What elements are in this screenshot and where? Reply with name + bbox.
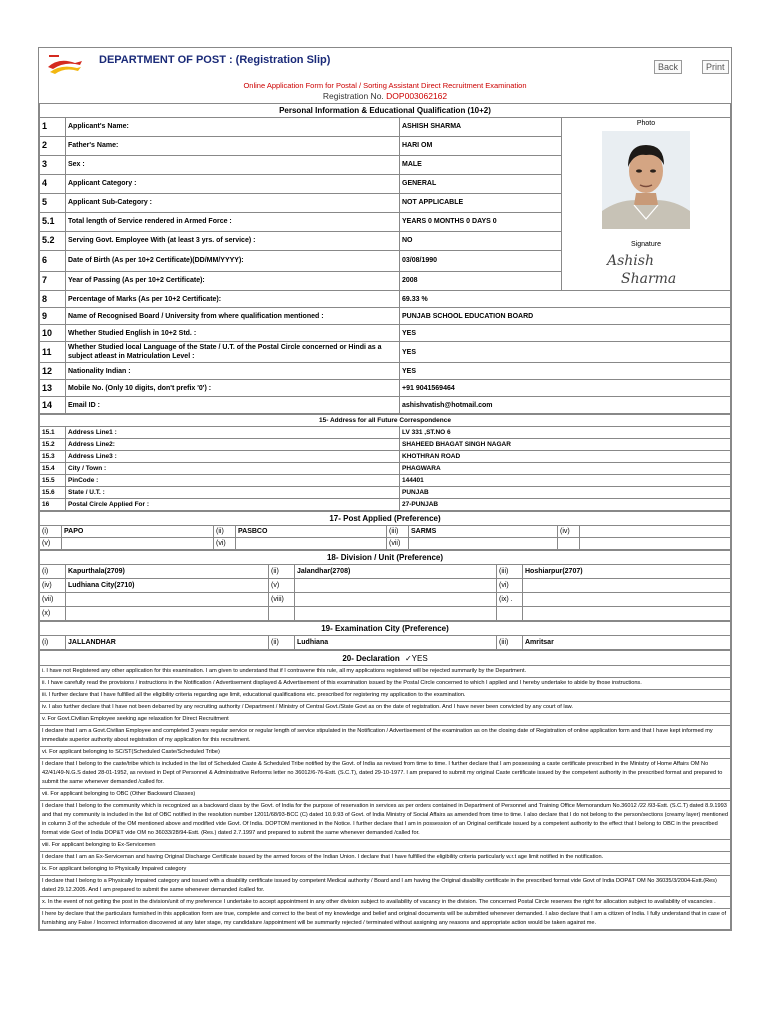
row-number: 16 bbox=[40, 499, 66, 511]
post-preference-row bbox=[40, 526, 731, 538]
personal-info-table bbox=[39, 103, 731, 414]
preference-value: Jalandhar(2708) bbox=[295, 565, 497, 579]
division-preference-row bbox=[40, 565, 731, 579]
preference-index bbox=[558, 538, 580, 550]
division-preference-heading: 18- Division / Unit (Preference) bbox=[40, 551, 731, 565]
preference-value: Kapurthala(2709) bbox=[66, 565, 269, 579]
row-number: 11 bbox=[40, 342, 66, 363]
address-row bbox=[40, 499, 731, 511]
field-label: Applicant Sub-Category : bbox=[66, 193, 400, 212]
preference-index: (vii) bbox=[387, 538, 409, 550]
preference-value bbox=[409, 538, 558, 550]
declaration-row bbox=[40, 864, 731, 876]
preference-index: (i) bbox=[40, 526, 62, 538]
declaration-text: I here by declare that the particulars furnished in this application form are true, complete and correct to the best of my knowledge and belief and original documents will be submitted whenever demanded. I also declare that I am a citizen of India. I fully understand that in case of furnishing any False / Incorrect information discovered at any later stage, my candidature /appointment will be summarily rejected / terminated without assigning any reasons and appropriate action would be taken against me. bbox=[40, 909, 731, 930]
preference-value bbox=[236, 538, 387, 550]
preference-index: (iv) bbox=[40, 579, 66, 593]
preference-index: (ix) . bbox=[497, 593, 523, 607]
field-value: YES bbox=[400, 363, 731, 380]
field-label: Whether Studied English in 10+2 Std. : bbox=[66, 325, 400, 342]
declaration-answer: YES bbox=[411, 653, 428, 663]
division-preference-row bbox=[40, 607, 731, 621]
row-number: 7 bbox=[40, 271, 66, 290]
address-heading: 15- Address for all Future Correspondence bbox=[40, 415, 731, 427]
post-preference-heading: 17- Post Applied (Preference) bbox=[40, 512, 731, 526]
preference-value: PAPO bbox=[62, 526, 214, 538]
back-button[interactable]: Back bbox=[654, 60, 682, 74]
field-label: Date of Birth (As per 10+2 Certificate)(DD/MM/YYYY): bbox=[66, 250, 400, 271]
personal-row bbox=[40, 118, 731, 137]
preference-index: (ii) bbox=[269, 565, 295, 579]
field-value: 03/08/1990 bbox=[400, 250, 562, 271]
personal-row bbox=[40, 308, 731, 325]
declaration-text: vi. For applicant belonging to SC/ST(Scheduled Caste/Scheduled Tribe) bbox=[40, 747, 731, 759]
declaration-row bbox=[40, 789, 731, 801]
row-number: 5.1 bbox=[40, 212, 66, 231]
declaration-text: I declare that I am an Ex-Serviceman and having Original Discharge Certificate issued by the armed forces of the Indian Union. I declare that I have fulfilled the eligibility criteria particularly w.r.t age limit notified in the notification. bbox=[40, 852, 731, 864]
photo-label: Photo bbox=[636, 120, 656, 127]
declaration-row bbox=[40, 714, 731, 726]
preference-value bbox=[62, 538, 214, 550]
preference-value bbox=[523, 579, 731, 593]
preference-index: (iv) bbox=[558, 526, 580, 538]
row-number: 5 bbox=[40, 193, 66, 212]
declaration-text: v. For Govt.Civilian Employee seeking age relaxation for Direct Recruitment bbox=[40, 714, 731, 726]
photo-signature-cell bbox=[562, 118, 731, 291]
field-value: 69.33 % bbox=[400, 291, 731, 308]
preference-value: PASBCO bbox=[236, 526, 387, 538]
row-number: 10 bbox=[40, 325, 66, 342]
print-button[interactable]: Print bbox=[702, 60, 729, 74]
field-label: PinCode : bbox=[66, 475, 400, 487]
declaration-row bbox=[40, 852, 731, 864]
field-value: 144401 bbox=[400, 475, 731, 487]
personal-row bbox=[40, 380, 731, 397]
declaration-text: i. I have not Registered any other application for this examination. I am given to understand that if I contravene this rule, all my applications registered will be rejected summarily by the Department. bbox=[40, 666, 731, 678]
address-row bbox=[40, 451, 731, 463]
preference-value bbox=[580, 538, 731, 550]
field-label: Email ID : bbox=[66, 397, 400, 414]
slip-header bbox=[39, 48, 731, 103]
preference-index: (iii) bbox=[497, 565, 523, 579]
declaration-row bbox=[40, 702, 731, 714]
exam-city-table bbox=[39, 621, 731, 650]
preference-value: Amritsar bbox=[523, 636, 731, 650]
row-number: 15.1 bbox=[40, 427, 66, 439]
personal-row bbox=[40, 397, 731, 414]
field-label: Father's Name: bbox=[66, 136, 400, 155]
preference-value bbox=[523, 607, 731, 621]
field-value: 2008 bbox=[400, 271, 562, 290]
address-table bbox=[39, 414, 731, 511]
declaration-text: ix. For applicant belonging to Physically Impaired category bbox=[40, 864, 731, 876]
applicant-signature bbox=[601, 249, 691, 287]
row-number: 4 bbox=[40, 174, 66, 193]
address-row bbox=[40, 475, 731, 487]
preference-value bbox=[66, 593, 269, 607]
field-label: State / U.T. : bbox=[66, 487, 400, 499]
field-label: Percentage of Marks (As per 10+2 Certificate): bbox=[66, 291, 400, 308]
field-value: LV 331 ,ST.NO 6 bbox=[400, 427, 731, 439]
row-number: 3 bbox=[40, 155, 66, 174]
field-value: ashishvatish@hotmail.com bbox=[400, 397, 731, 414]
form-subtitle: Online Application Form for Postal / Sorting Assistant Direct Recruitment Examination bbox=[243, 81, 527, 90]
field-label: City / Town : bbox=[66, 463, 400, 475]
preference-value bbox=[295, 579, 497, 593]
row-number: 1 bbox=[40, 118, 66, 137]
declaration-row bbox=[40, 909, 731, 930]
preference-index: (v) bbox=[40, 538, 62, 550]
preference-value: Ludhiana bbox=[295, 636, 497, 650]
declaration-row bbox=[40, 801, 731, 840]
field-value: YEARS 0 MONTHS 0 DAYS 0 bbox=[400, 212, 562, 231]
field-label: Total length of Service rendered in Armed Force : bbox=[66, 212, 400, 231]
declaration-row bbox=[40, 759, 731, 789]
preference-index: (ii) bbox=[214, 526, 236, 538]
personal-row bbox=[40, 342, 731, 363]
row-number: 8 bbox=[40, 291, 66, 308]
division-preference-table bbox=[39, 550, 731, 621]
declaration-text: ii. I have carefully read the provisions / instructions in the Notification / Advertisement displayed & Advertisement of this examination issued by the Postal Circle concerned to which I applied and I hereby undertake to abide by those instructions. bbox=[40, 678, 731, 690]
signature-line-1: Ashish bbox=[607, 253, 654, 269]
field-label: Applicant Category : bbox=[66, 174, 400, 193]
preference-index: (vi) bbox=[214, 538, 236, 550]
address-row bbox=[40, 427, 731, 439]
personal-row bbox=[40, 363, 731, 380]
field-label: Address Line2: bbox=[66, 439, 400, 451]
preference-index bbox=[269, 607, 295, 621]
field-label: Address Line3 : bbox=[66, 451, 400, 463]
preference-index: (ii) bbox=[269, 636, 295, 650]
address-row bbox=[40, 487, 731, 499]
field-label: Mobile No. (Only 10 digits, don't prefix '0') : bbox=[66, 380, 400, 397]
declaration-heading: 20- Declaration bbox=[342, 653, 400, 663]
field-label: Address Line1 : bbox=[66, 427, 400, 439]
field-value: 27-PUNJAB bbox=[400, 499, 731, 511]
field-value: MALE bbox=[400, 155, 562, 174]
row-number: 15.6 bbox=[40, 487, 66, 499]
row-number: 15.2 bbox=[40, 439, 66, 451]
signature-label: Signature bbox=[631, 241, 661, 248]
field-label: Name of Recognised Board / University from where qualification mentioned : bbox=[66, 308, 400, 325]
declaration-text: I declare that I belong to a Physically Impaired category and issued with a disability certificate issued by competent Medical authority / Board and I am having the Original disability certificate in the prescribed format vide Govt of India DOP&T OM No 36035/3/2004-Estt.(Res) dated 29.12.2005. And I am prepared to submit the same whenever demanded /called for. bbox=[40, 876, 731, 897]
preference-index: (vii) bbox=[40, 593, 66, 607]
india-post-logo bbox=[45, 53, 85, 79]
row-number: 9 bbox=[40, 308, 66, 325]
preference-value bbox=[580, 526, 731, 538]
preference-index: (vi) bbox=[497, 579, 523, 593]
preference-value bbox=[295, 593, 497, 607]
preference-value bbox=[523, 593, 731, 607]
row-number: 14 bbox=[40, 397, 66, 414]
registration-label: Registration No. bbox=[322, 91, 384, 101]
preference-index: (viii) bbox=[269, 593, 295, 607]
field-label: Serving Govt. Employee With (at least 3 yrs. of service) : bbox=[66, 231, 400, 250]
checkmark-icon: ✓ bbox=[404, 653, 412, 663]
address-row bbox=[40, 439, 731, 451]
division-preference-row bbox=[40, 593, 731, 607]
field-value: GENERAL bbox=[400, 174, 562, 193]
preference-value: Ludhiana City(2710) bbox=[66, 579, 269, 593]
preference-index: (iii) bbox=[497, 636, 523, 650]
preference-value bbox=[295, 607, 497, 621]
row-number: 15.4 bbox=[40, 463, 66, 475]
preference-index: (iii) bbox=[387, 526, 409, 538]
field-value: ASHISH SHARMA bbox=[400, 118, 562, 137]
field-value: PUNJAB SCHOOL EDUCATION BOARD bbox=[400, 308, 731, 325]
declaration-heading-cell bbox=[40, 651, 731, 666]
declaration-text: iv. I also further declare that I have not been debarred by any recruiting authority / Department / Ministry of Central Govt./State Govt as on the date of registration. And I have never been convicted by any court of law. bbox=[40, 702, 731, 714]
field-label: Sex : bbox=[66, 155, 400, 174]
declaration-row bbox=[40, 897, 731, 909]
post-preference-table bbox=[39, 511, 731, 550]
address-row bbox=[40, 463, 731, 475]
row-number: 13 bbox=[40, 380, 66, 397]
registration-value: DOP003062162 bbox=[386, 91, 448, 101]
declaration-row bbox=[40, 876, 731, 897]
field-value: NOT APPLICABLE bbox=[400, 193, 562, 212]
division-preference-row bbox=[40, 579, 731, 593]
field-value: +91 9041569464 bbox=[400, 380, 731, 397]
registration-number bbox=[39, 91, 731, 101]
field-value: KHOTHRAN ROAD bbox=[400, 451, 731, 463]
preference-value: SARMS bbox=[409, 526, 558, 538]
registration-slip bbox=[38, 47, 732, 931]
declaration-text: vii. For applicant belonging to OBC (Other Backward Classes) bbox=[40, 789, 731, 801]
post-preference-row bbox=[40, 538, 731, 550]
exam-city-heading: 19- Examination City (Preference) bbox=[40, 622, 731, 636]
preference-index: (i) bbox=[40, 636, 66, 650]
page-title: DEPARTMENT OF POST : (Registration Slip) bbox=[99, 54, 331, 66]
exam-city-row bbox=[40, 636, 731, 650]
preference-value bbox=[66, 607, 269, 621]
declaration-text: viii. For applicant belonging to Ex-Servicemen bbox=[40, 840, 731, 852]
row-number: 12 bbox=[40, 363, 66, 380]
preference-index: (x) bbox=[40, 607, 66, 621]
field-label: Postal Circle Applied For : bbox=[66, 499, 400, 511]
row-number: 6 bbox=[40, 250, 66, 271]
field-value: NO bbox=[400, 231, 562, 250]
field-label: Whether Studied local Language of the State / U.T. of the Postal Circle concerned or Hindi as a subject atleast in Matriculation Level : bbox=[66, 342, 400, 363]
field-value: YES bbox=[400, 325, 731, 342]
declaration-row bbox=[40, 666, 731, 678]
field-value: SHAHEED BHAGAT SINGH NAGAR bbox=[400, 439, 731, 451]
declaration-text: I declare that I belong to the community which is recognized as a backward class by the Govt. of India for the purpose of reservation in services as per orders contained in Department of Personnel and Training Office Memorandum No.36012 /22 /93-Estt. (S.C.T) dated 8.9.1993 and that my community is included in the list of OBC notified in the resolution number 12011/68/93-BCC (C) dated 10.9.93 of Govt. of India Ministry of Social Affairs as amended from time to time. I also declare that I do not belong to the person/sections (creamy layer) mentioned in column 3 of the schedule of the OM mentioned above and modified vide Govt. Of India. DOPTOM mentioned in the Notice. I further declare that I am in possession of an Original certificate issued by a competent authority to the effect that I belong to OBC in the prescribed format vide Govt of India DOP&T vide OM no 36033/28/94-Estt. (Res.) dated 2.7.1997 and prepared to submit the same whenever demanded /called for. bbox=[40, 801, 731, 840]
field-value: PHAGWARA bbox=[400, 463, 731, 475]
field-label: Year of Passing (As per 10+2 Certificate): bbox=[66, 271, 400, 290]
declaration-text: I declare that I am a Govt.Civilian Employee and completed 3 years regular service or regular length of service stipulated in the Notification / Advertisement of the examination as on the closing date of Registration of online application form and that I have kept informed my immediate superior authority about registration of my application for this recruitment. bbox=[40, 726, 731, 747]
declaration-text: x. In the event of not getting the post in the division/unit of my preference I undertake to accept appointment in any other division subject to availability of vacancy in the division. The concerned Postal Circle reserves the right for allocation subject to availability of vacancies . bbox=[40, 897, 731, 909]
personal-row bbox=[40, 291, 731, 308]
declaration-row bbox=[40, 678, 731, 690]
declaration-table bbox=[39, 650, 731, 930]
field-value: PUNJAB bbox=[400, 487, 731, 499]
declaration-text: I declare that I belong to the caste/tribe which is included in the list of Scheduled Caste & Scheduled Tribe notified by the Govt. of India as revised from time to time. I further declare that I am possessing a caste certificate prescribed in the Ministry of Home Affairs OM No 42/41/49-N.G.S dated 28-01-1952, as revised in Dept of Personnel & Administrative Reforms letter no 36012/6-76-Estt. (S.C.T), dated 29-10-1977. I am prepared to submit my original Caste certificate issued by the competent authority in the prescribed format and prepared to submit the same whenever demanded /called for. bbox=[40, 759, 731, 789]
applicant-photo bbox=[602, 131, 690, 229]
field-value: HARI OM bbox=[400, 136, 562, 155]
declaration-row bbox=[40, 726, 731, 747]
preference-value: Hoshiarpur(2707) bbox=[523, 565, 731, 579]
preference-value: JALLANDHAR bbox=[66, 636, 269, 650]
declaration-text: iii. I further declare that I have fulfilled all the eligibility criteria regarding age limit, educational qualifications etc. prescribed for registering my application to the examination. bbox=[40, 690, 731, 702]
row-number: 2 bbox=[40, 136, 66, 155]
declaration-row bbox=[40, 747, 731, 759]
row-number: 15.5 bbox=[40, 475, 66, 487]
row-number: 5.2 bbox=[40, 231, 66, 250]
preference-index: (v) bbox=[269, 579, 295, 593]
field-label: Nationality Indian : bbox=[66, 363, 400, 380]
preference-index bbox=[497, 607, 523, 621]
declaration-row bbox=[40, 840, 731, 852]
declaration-row bbox=[40, 690, 731, 702]
signature-line-2: Sharma bbox=[621, 271, 677, 287]
field-label: Applicant's Name: bbox=[66, 118, 400, 137]
field-value: YES bbox=[400, 342, 731, 363]
row-number: 15.3 bbox=[40, 451, 66, 463]
preference-index: (i) bbox=[40, 565, 66, 579]
personal-info-heading: Personal Information & Educational Qualification (10+2) bbox=[40, 104, 731, 118]
personal-row bbox=[40, 325, 731, 342]
